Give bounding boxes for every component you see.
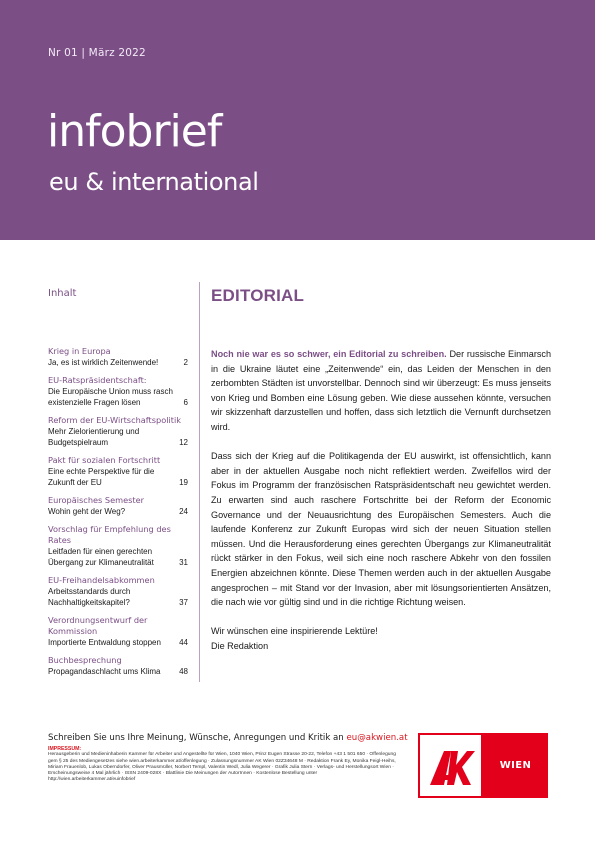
toc-category: Buchbesprechung	[48, 655, 122, 665]
impressum-label: IMPRESSUM:	[48, 746, 82, 752]
toc-page: 19	[179, 478, 188, 487]
editorial-signature: Die Redaktion	[211, 640, 269, 651]
toc-title: Ja, es ist wirklich Zeitenwende!	[48, 358, 159, 367]
toc-title: Eine echte Perspektive für die Zukunft der EU	[48, 467, 155, 487]
contact-line	[48, 733, 408, 743]
toc-category: EU-Ratspräsidentschaft:	[48, 375, 147, 385]
toc-title: Importierte Entwaldung stoppen	[48, 638, 161, 647]
editorial-lead: Noch nie war es so schwer, ein Editorial zu schreiben.	[211, 349, 447, 359]
toc-category: Pakt für sozialen Fortschritt	[48, 455, 161, 465]
toc-category: EU-Freihandelsabkommen	[48, 575, 155, 585]
publication-subtitle: eu & international	[49, 168, 259, 196]
toc-title: Mehr Zielorientierung und Budgetspielraum	[48, 427, 140, 447]
impressum-text: Herausgeberin und Medieninhaberin Kammer für Arbeiter und Angestellte für Wien, 1040 Wien, Prinz Eugen Strasse 20-22, Telefon +43 1 501 650 · Offenlegung gem § 25 des Mediengesetzes siehe wien.arbeiterkammer.at/offenlegung · Zulassungsnummer AK Wien 02Z34648 M · Redaktion Frank Ey, Monika Feigl-Heihs, Miriam Frauenlob, Lukas Oberndorfer, Oliver Prausmüller, Norbert Templ, Valentin Wedl, Julia Wegerer · Grafik Julia Stern · Verlags- und Herstellungsort Wien · Erscheinungsweise 4 Mal jährlich · ISSN 2409-028X · Blattlinie Die Meinungen der AutorInnen · Kostenlose Bestellung unter http://wien.arbeiterkammer.at/euinfobrief	[48, 752, 396, 783]
toc-entry[interactable]	[48, 615, 188, 648]
toc-title: Leitfaden für einen gerechten Übergang zur Klimaneutralität	[48, 547, 154, 567]
editorial-paragraph-1-text: Der russische Einmarsch in die Ukraine läutet eine „Zeitenwende“ ein, das Leiden der Menschen in den zerbombten Städten ist unvorstellbar. Dennoch sind wir überzeugt: Es muss jenseits von Krieg und Bomben eine Lösung geben. Wie diese aussehen könnte, versuchen wir skizzenhaft darzustellen und hoffen, dass sich letztlich die Vernunft durchsetzen wird.	[211, 349, 551, 432]
toc-title: Propagandaschlacht ums Klima	[48, 667, 161, 676]
toc-title: Die Europäische Union muss rasch existenzielle Fragen lösen	[48, 387, 173, 407]
editorial-paragraph-1	[211, 347, 551, 435]
impressum	[48, 746, 403, 784]
ak-logo-icon	[420, 735, 481, 796]
toc-page: 2	[183, 358, 188, 367]
toc-title: Wohin geht der Weg?	[48, 507, 126, 516]
toc-title: Arbeitsstandards durch Nachhaltigkeitskapitel?	[48, 587, 131, 607]
toc-heading: Inhalt	[48, 288, 77, 299]
toc-category: Europäisches Semester	[48, 495, 145, 505]
contact-email-link[interactable]: eu@akwien.at	[346, 733, 408, 743]
editorial-body	[211, 347, 551, 653]
wien-logo: WIEN	[483, 733, 548, 798]
toc-entry[interactable]	[48, 655, 188, 677]
toc-entry[interactable]	[48, 346, 188, 368]
toc-entry[interactable]	[48, 375, 188, 408]
toc-category: Reform der EU-Wirtschaftspolitik	[48, 415, 181, 425]
toc-page: 24	[179, 507, 188, 516]
editorial-closing: Wir wünschen eine inspirierende Lektüre!	[211, 626, 378, 637]
editorial-title: EDITORIAL	[211, 286, 305, 305]
toc-entry[interactable]	[48, 575, 188, 608]
ak-logo	[418, 733, 483, 798]
toc-page: 31	[179, 558, 188, 567]
editorial-paragraph-2: Dass sich der Krieg auf die Politikagenda der EU auswirkt, ist offensichtlich, kann aber in der aktuellen Ausgabe noch nicht reflektiert werden. Zweifellos wird der Fokus im Programm der französischen Ratspräsidentschaft neu gewichtet werden. Zu erwarten sind auch raschere Fortschritte bei der Reform der Economic Governance und der Neuausrichtung des Europäischen Semesters. Auch die laufende Konferenz zur Zukunft Europas wird sich der neuen Situation stellen müssen. Und die Herausforderung eines gerechten Übergangs zur Klimaneutralität rückt stärker in den Fokus, weil sich eine noch raschere Abkehr von den fossilen Energien abzeichnen könnte. Diese Themen werden auch in der aktuellen Ausgabe angesprochen – mit Stand vor der Invasion, aber mit lösungsorientierten Ansätzen, die nach wie vor gültig sind und in die richtige Richtung weisen.	[211, 451, 551, 608]
toc-category: Vorschlag für Empfehlung des Rates	[48, 524, 171, 545]
toc-entry[interactable]	[48, 495, 188, 517]
toc-category: Verordnungsentwurf der Kommission	[48, 615, 148, 636]
toc-entry[interactable]	[48, 524, 188, 568]
toc-page: 12	[179, 438, 188, 447]
publication-title: infobrief	[47, 106, 222, 157]
toc-category: Krieg in Europa	[48, 346, 111, 356]
toc-entry[interactable]	[48, 415, 188, 448]
toc-entry[interactable]	[48, 455, 188, 488]
toc-page: 44	[179, 638, 188, 647]
contact-text: Schreiben Sie uns Ihre Meinung, Wünsche, Anregungen und Kritik an	[48, 733, 347, 743]
toc-page: 37	[179, 598, 188, 607]
table-of-contents	[48, 346, 188, 684]
column-divider	[199, 282, 200, 682]
toc-page: 6	[183, 398, 188, 407]
toc-page: 48	[179, 667, 188, 676]
issue-number: Nr 01 | März 2022	[48, 47, 146, 59]
